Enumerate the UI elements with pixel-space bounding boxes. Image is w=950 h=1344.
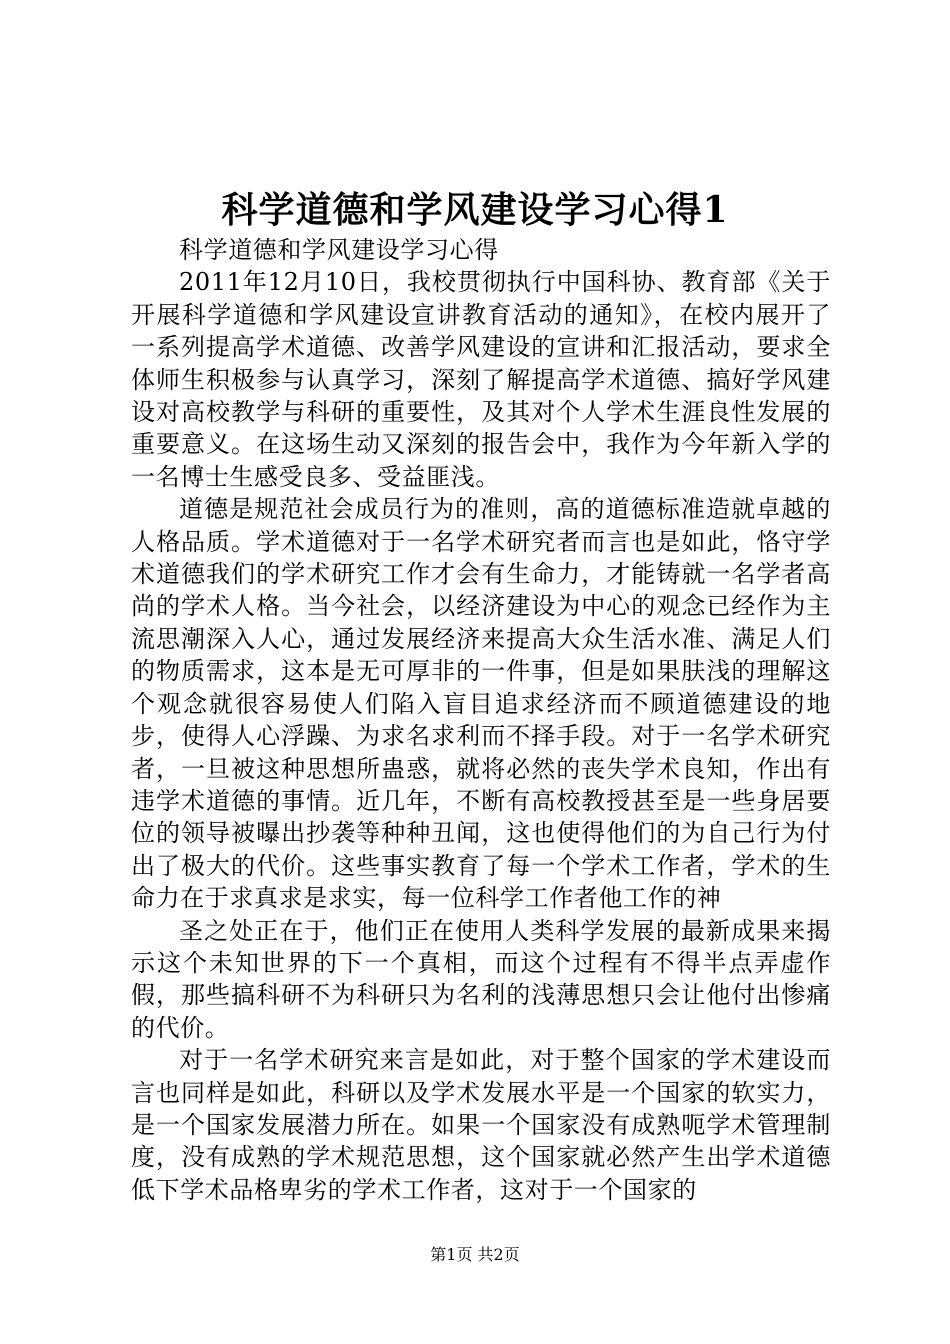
paragraph-3: 圣之处正在于，他们正在使用人类科学发展的最新成果来揭示这个未知世界的下一个真相，而这个过程有不得半点弄虚作假，那些搞科研不为科研只为名利的浅薄思想只会让他付出惨痛的代价。 <box>131 916 831 1042</box>
document-title: 科学道德和学风建设学习心得1 <box>221 189 729 231</box>
document-body <box>131 234 831 1206</box>
page-number-footer: 第1页 共2页 <box>430 1245 520 1264</box>
paragraph-4: 对于一名学术研究来言是如此，对于整个国家的学术建设而言也同样是如此，科研以及学术发展水平是一个国家的软实力，是一个国家发展潜力所在。如果一个国家没有成熟呃学术管理制度，没有成熟的学术规范思想，这个国家就必然产生出学术道德低下学术品格卑劣的学术工作者，这对于一个国家的 <box>131 1046 831 1204</box>
paragraph-2: 道德是规范社会成员行为的准则，高的道德标准造就卓越的人格品质。学术道德对于一名学术研究者而言也是如此，恪守学术道德我们的学术研究工作才会有生命力，才能铸就一名学者高尚的学术人格。当今社会，以经济建设为中心的观念已经作为主流思潮深入人心，通过发展经济来提高大众生活水准、满足人们的物质需求，这本是无可厚非的一件事，但是如果肤浅的理解这个观念就很容易使人们陷入盲目追求经济而不顾道德建设的地步，使得人心浮躁、为求名求利而不择手段。对于一名学术研究者，一旦被这种思想所蛊惑，就将必然的丧失学术良知，作出有违学术道德的事情。近几年，不断有高校教授甚至是一些身居要位的领导被曝出抄袭等种种丑闻，这也使得他们的为自己行为付出了极大的代价。这些事实教育了每一个学术工作者，学术的生命力在于求真求是求实，每一位科学工作者他工作的神 <box>131 495 831 913</box>
paragraph-1: 2011年12月10日，我校贯彻执行中国科协、教育部《关于开展科学道德和学风建设宣讲教育活动的通知》，在校内展开了一系列提高学术道德、改善学风建设的宣讲和汇报活动，要求全体师生积极参与认真学习，深刻了解提高学术道德、搞好学风建设对高校教学与科研的重要性，及其对个人学术生涯良性发展的重要意义。在这场生动又深刻的报告会中，我作为今年新入学的一名博士生感受良多、受益匪浅。 <box>131 268 831 491</box>
paragraph-subtitle: 科学道德和学风建设学习心得 <box>179 236 499 264</box>
